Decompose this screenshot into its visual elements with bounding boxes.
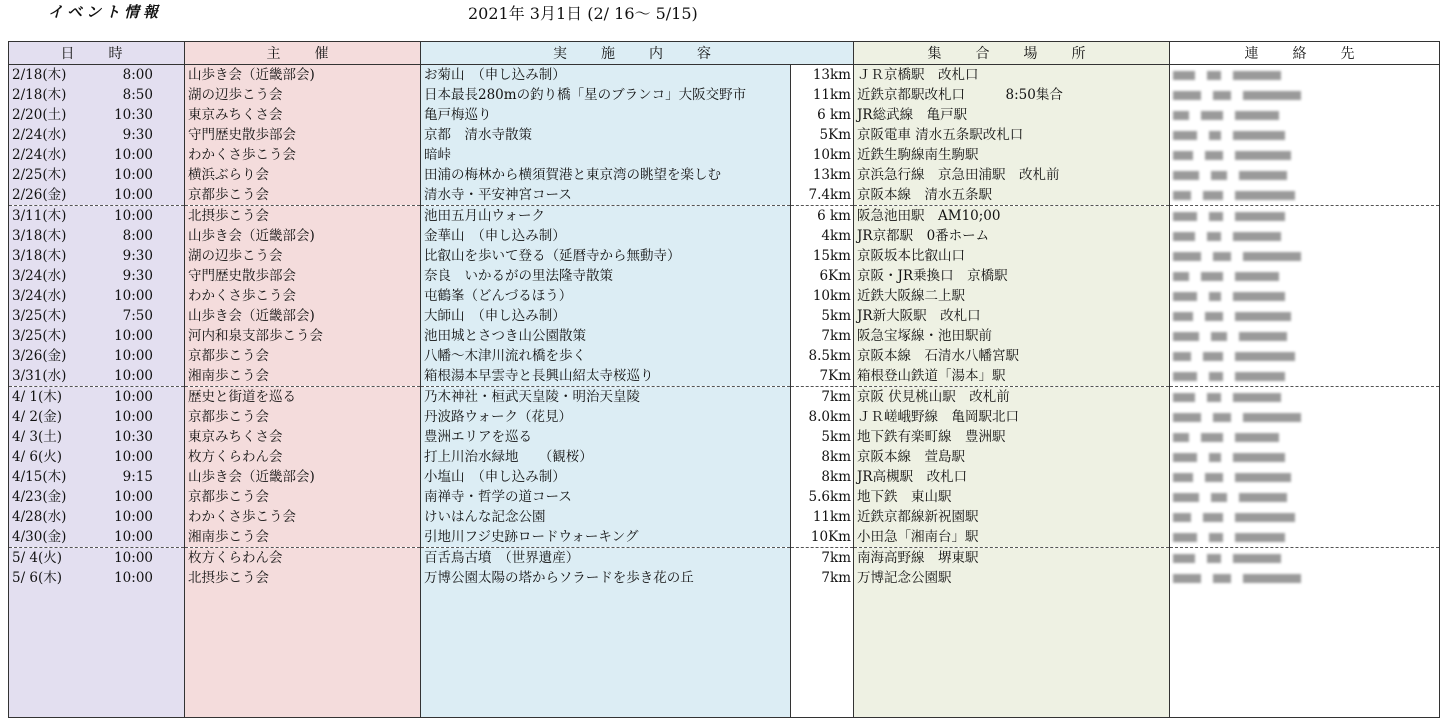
event-contact-redacted	[1170, 366, 1440, 387]
event-contact-redacted	[1170, 427, 1440, 447]
event-date: 2/24(水)	[12, 147, 67, 163]
event-distance: 10km	[791, 286, 854, 306]
event-organizer: 河内和泉支部歩こう会	[185, 326, 421, 346]
event-activity: 清水寺・平安神宮コース	[421, 185, 791, 206]
event-meeting-place: 京阪 伏見桃山駅 改札前	[854, 387, 1170, 408]
event-date-cell	[9, 105, 185, 125]
event-activity: 池田五月山ウォーク	[421, 206, 791, 227]
event-time: 8:50	[122, 87, 153, 103]
redacted-contact	[1173, 507, 1436, 527]
event-meeting-place: 近鉄京都線新祝園駅	[854, 507, 1170, 527]
event-date: 3/25(木)	[12, 328, 67, 344]
table-row	[9, 226, 1440, 246]
event-date-cell	[9, 507, 185, 527]
event-time: 10:00	[114, 449, 153, 465]
event-date: 4/ 3(土)	[12, 429, 63, 445]
event-activity: 金華山 （申し込み制）	[421, 226, 791, 246]
event-contact-redacted	[1170, 145, 1440, 165]
table-row	[9, 266, 1440, 286]
event-organizer: 東京みちくさ会	[185, 105, 421, 125]
event-activity: 田浦の梅林から横須賀港と東京湾の眺望を楽しむ	[421, 165, 791, 185]
event-contact-redacted	[1170, 266, 1440, 286]
event-date-cell	[9, 366, 185, 387]
table-row	[9, 246, 1440, 266]
event-date-cell	[9, 568, 185, 588]
redacted-contact	[1173, 266, 1436, 286]
redacted-contact	[1173, 246, 1436, 266]
event-time: 7:50	[122, 308, 153, 324]
empty-cell	[185, 588, 421, 718]
event-contact-redacted	[1170, 65, 1440, 86]
event-contact-redacted	[1170, 206, 1440, 227]
event-organizer: 山歩き会（近畿部会)	[185, 467, 421, 487]
event-date-cell	[9, 85, 185, 105]
event-contact-redacted	[1170, 326, 1440, 346]
table-row	[9, 487, 1440, 507]
event-date: 2/20(土)	[12, 107, 67, 123]
event-time: 10:00	[114, 570, 153, 586]
table-row	[9, 65, 1440, 86]
redacted-contact	[1173, 65, 1436, 85]
table-row	[9, 427, 1440, 447]
event-date-cell	[9, 306, 185, 326]
event-organizer: 北摂歩こう会	[185, 568, 421, 588]
event-contact-redacted	[1170, 527, 1440, 548]
event-date-cell	[9, 185, 185, 206]
event-organizer: 山歩き会（近畿部会)	[185, 226, 421, 246]
event-contact-redacted	[1170, 165, 1440, 185]
event-activity: 屯鶴峯（どんづるほう）	[421, 286, 791, 306]
event-organizer: 京都歩こう会	[185, 185, 421, 206]
event-distance: 7km	[791, 387, 854, 408]
event-date: 3/25(木)	[12, 308, 67, 324]
event-time: 8:00	[122, 67, 153, 83]
redacted-contact	[1173, 387, 1436, 407]
table-row	[9, 165, 1440, 185]
event-rows	[9, 65, 1440, 718]
event-organizer: 守門歴史散歩部会	[185, 125, 421, 145]
event-contact-redacted	[1170, 185, 1440, 206]
table-row	[9, 125, 1440, 145]
event-meeting-place: 京浜急行線 京急田浦駅 改札前	[854, 165, 1170, 185]
event-time: 8:00	[122, 228, 153, 244]
event-distance: 11km	[791, 85, 854, 105]
redacted-contact	[1173, 527, 1436, 547]
event-date: 3/24(水)	[12, 268, 67, 284]
redacted-contact	[1173, 548, 1436, 568]
redacted-contact	[1173, 447, 1436, 467]
event-date-cell	[9, 206, 185, 227]
event-distance: 7Km	[791, 366, 854, 387]
event-time: 10:00	[114, 489, 153, 505]
table-row	[9, 527, 1440, 548]
event-organizer: わかくさ歩こう会	[185, 286, 421, 306]
event-meeting-place: 小田急「湘南台」駅	[854, 527, 1170, 548]
event-date: 2/18(木)	[12, 87, 67, 103]
event-meeting-place: 箱根登山鉄道「湯本」駅	[854, 366, 1170, 387]
event-distance: 8.0km	[791, 407, 854, 427]
event-contact-redacted	[1170, 387, 1440, 408]
col-header-meeting-place: 集 合 場 所	[854, 42, 1170, 65]
event-date: 3/11(木)	[12, 208, 67, 224]
event-activity: 奈良 いかるがの里法隆寺散策	[421, 266, 791, 286]
event-date: 5/ 6(木)	[12, 570, 63, 586]
event-contact-redacted	[1170, 306, 1440, 326]
event-meeting-place: JR総武線 亀戸駅	[854, 105, 1170, 125]
empty-cell	[1170, 588, 1440, 718]
event-time: 10:00	[114, 147, 153, 163]
event-distance: 6 km	[791, 105, 854, 125]
event-organizer: 北摂歩こう会	[185, 206, 421, 227]
event-distance: 13km	[791, 65, 854, 86]
event-meeting-place: JR高槻駅 改札口	[854, 467, 1170, 487]
event-time: 10:00	[114, 368, 153, 384]
event-meeting-place: 京阪坂本比叡山口	[854, 246, 1170, 266]
event-date: 2/25(木)	[12, 167, 67, 183]
table-row	[9, 447, 1440, 467]
event-date: 4/15(木)	[12, 469, 67, 485]
event-activity: 京都 清水寺散策	[421, 125, 791, 145]
event-date-cell	[9, 125, 185, 145]
event-date-cell	[9, 165, 185, 185]
event-organizer: 枚方くらわん会	[185, 447, 421, 467]
table-filler-row	[9, 588, 1440, 718]
table-row	[9, 145, 1440, 165]
event-activity: 大師山 （申し込み制）	[421, 306, 791, 326]
event-organizer: 京都歩こう会	[185, 346, 421, 366]
event-activity: 豊洲エリアを巡る	[421, 427, 791, 447]
event-date-cell	[9, 65, 185, 86]
redacted-contact	[1173, 165, 1436, 185]
table-row	[9, 306, 1440, 326]
event-date-cell	[9, 286, 185, 306]
event-contact-redacted	[1170, 85, 1440, 105]
event-contact-redacted	[1170, 226, 1440, 246]
event-contact-redacted	[1170, 407, 1440, 427]
event-date-cell	[9, 226, 185, 246]
event-organizer: 湘南歩こう会	[185, 527, 421, 548]
event-activity: 比叡山を歩いて登る（延暦寺から無動寺）	[421, 246, 791, 266]
event-meeting-place: 近鉄大阪線二上駅	[854, 286, 1170, 306]
event-organizer: わかくさ歩こう会	[185, 145, 421, 165]
redacted-contact	[1173, 286, 1436, 306]
event-activity: 暗峠	[421, 145, 791, 165]
redacted-contact	[1173, 206, 1436, 226]
redacted-contact	[1173, 366, 1436, 386]
event-distance: 7km	[791, 568, 854, 588]
event-activity: 打上川治水緑地 （観桜）	[421, 447, 791, 467]
table-row	[9, 346, 1440, 366]
col-header-contact: 連 絡 先	[1170, 42, 1440, 65]
event-time: 10:00	[114, 529, 153, 545]
event-date: 4/23(金)	[12, 489, 67, 505]
event-date-cell	[9, 387, 185, 408]
event-date-cell	[9, 246, 185, 266]
event-date: 3/24(水)	[12, 288, 67, 304]
event-date: 3/26(金)	[12, 348, 67, 364]
event-date-cell	[9, 467, 185, 487]
table-row	[9, 366, 1440, 387]
table-row	[9, 387, 1440, 408]
event-activity: 亀戸梅巡り	[421, 105, 791, 125]
event-distance: 8km	[791, 447, 854, 467]
empty-cell	[9, 588, 185, 718]
event-date: 4/30(金)	[12, 529, 67, 545]
event-contact-redacted	[1170, 568, 1440, 588]
event-activity: 丹波路ウォーク（花見）	[421, 407, 791, 427]
event-meeting-place: ＪＲ嵯峨野線 亀岡駅北口	[854, 407, 1170, 427]
event-distance: 10Km	[791, 527, 854, 548]
redacted-contact	[1173, 427, 1436, 447]
event-activity: 箱根湯本早雲寺と長興山紹太寺桜巡り	[421, 366, 791, 387]
event-time: 10:30	[114, 107, 153, 123]
event-contact-redacted	[1170, 548, 1440, 569]
event-distance: 5km	[791, 427, 854, 447]
event-activity: 引地川フジ史跡ロードウォーキング	[421, 527, 791, 548]
event-activity: 八幡～木津川流れ橋を歩く	[421, 346, 791, 366]
event-organizer: 枚方くらわん会	[185, 548, 421, 569]
event-date-cell	[9, 548, 185, 569]
event-date: 3/31(水)	[12, 368, 67, 384]
event-date-cell	[9, 346, 185, 366]
event-organizer: わかくさ歩こう会	[185, 507, 421, 527]
event-date: 2/24(水)	[12, 127, 67, 143]
redacted-contact	[1173, 487, 1436, 507]
event-meeting-place: 京阪本線 石清水八幡宮駅	[854, 346, 1170, 366]
event-meeting-place: 南海高野線 堺東駅	[854, 548, 1170, 569]
table-row	[9, 507, 1440, 527]
event-time: 10:00	[114, 208, 153, 224]
event-contact-redacted	[1170, 447, 1440, 467]
table-header-row	[9, 42, 1440, 65]
event-date: 4/28(水)	[12, 509, 67, 525]
event-distance: 7.4km	[791, 185, 854, 206]
event-activity: 万博公園太陽の塔からソラードを歩き花の丘	[421, 568, 791, 588]
event-date: 4/ 1(木)	[12, 389, 63, 405]
event-distance: 4km	[791, 226, 854, 246]
redacted-contact	[1173, 145, 1436, 165]
col-header-activity: 実 施 内 容	[421, 42, 854, 65]
event-distance: 15km	[791, 246, 854, 266]
event-contact-redacted	[1170, 507, 1440, 527]
table-row	[9, 206, 1440, 227]
redacted-contact	[1173, 185, 1436, 205]
event-distance: 5km	[791, 306, 854, 326]
event-time: 10:00	[114, 187, 153, 203]
event-activity: 南禅寺・哲学の道コース	[421, 487, 791, 507]
event-time: 10:00	[114, 348, 153, 364]
page-title: イベント情報	[48, 3, 163, 21]
event-organizer: 京都歩こう会	[185, 407, 421, 427]
table-row	[9, 568, 1440, 588]
event-organizer: 東京みちくさ会	[185, 427, 421, 447]
event-meeting-place: JR新大阪駅 改札口	[854, 306, 1170, 326]
event-time: 10:00	[114, 328, 153, 344]
event-distance: 5.6km	[791, 487, 854, 507]
event-activity: 小塩山 （申し込み制）	[421, 467, 791, 487]
event-distance: 10km	[791, 145, 854, 165]
event-meeting-place: 阪急宝塚線・池田駅前	[854, 326, 1170, 346]
event-organizer: 湖の辺歩こう会	[185, 85, 421, 105]
event-distance: 8.5km	[791, 346, 854, 366]
redacted-contact	[1173, 105, 1436, 125]
event-date: 2/26(金)	[12, 187, 67, 203]
event-distance: 11km	[791, 507, 854, 527]
event-activity: お菊山 （申し込み制）	[421, 65, 791, 86]
event-time: 9:30	[122, 127, 153, 143]
event-date-cell	[9, 487, 185, 507]
event-activity: 日本最長280mの釣り橋「星のブランコ」大阪交野市	[421, 85, 791, 105]
event-meeting-place: 地下鉄有楽町線 豊洲駅	[854, 427, 1170, 447]
event-time: 9:30	[122, 268, 153, 284]
event-date-cell	[9, 145, 185, 165]
event-distance: 5Km	[791, 125, 854, 145]
event-organizer: 湖の辺歩こう会	[185, 246, 421, 266]
redacted-contact	[1173, 568, 1436, 588]
table-row	[9, 286, 1440, 306]
event-date: 2/18(木)	[12, 67, 67, 83]
event-date: 5/ 4(火)	[12, 550, 63, 566]
event-meeting-place: 京阪電車 清水五条駅改札口	[854, 125, 1170, 145]
event-date: 3/18(木)	[12, 248, 67, 264]
event-meeting-place: JR京都駅 0番ホーム	[854, 226, 1170, 246]
event-date: 4/ 2(金)	[12, 409, 63, 425]
event-activity: 池田城とさつき山公園散策	[421, 326, 791, 346]
event-meeting-place: 近鉄京都駅改札口 8:50集合	[854, 85, 1170, 105]
event-contact-redacted	[1170, 246, 1440, 266]
redacted-contact	[1173, 407, 1436, 427]
table-row	[9, 185, 1440, 206]
table-row	[9, 105, 1440, 125]
event-time: 10:00	[114, 550, 153, 566]
event-organizer: 横浜ぶらり会	[185, 165, 421, 185]
event-date-cell	[9, 527, 185, 548]
empty-cell	[791, 588, 854, 718]
event-distance: 8km	[791, 467, 854, 487]
event-organizer: 湘南歩こう会	[185, 366, 421, 387]
event-time: 10:00	[114, 288, 153, 304]
event-time: 10:30	[114, 429, 153, 445]
event-distance: 6 km	[791, 206, 854, 227]
col-header-organizer: 主 催	[185, 42, 421, 65]
redacted-contact	[1173, 125, 1436, 145]
event-date-cell	[9, 407, 185, 427]
event-meeting-place: 近鉄生駒線南生駒駅	[854, 145, 1170, 165]
event-organizer: 山歩き会（近畿部会)	[185, 65, 421, 86]
col-header-date: 日 時	[9, 42, 185, 65]
redacted-contact	[1173, 306, 1436, 326]
event-organizer: 山歩き会（近畿部会)	[185, 306, 421, 326]
event-date-cell	[9, 447, 185, 467]
redacted-contact	[1173, 85, 1436, 105]
table-row	[9, 548, 1440, 569]
event-time: 9:30	[122, 248, 153, 264]
event-meeting-place: ＪＲ京橋駅 改札口	[854, 65, 1170, 86]
event-table	[8, 41, 1440, 718]
event-distance: 7km	[791, 548, 854, 569]
event-contact-redacted	[1170, 125, 1440, 145]
event-date-cell	[9, 266, 185, 286]
event-date: 3/18(木)	[12, 228, 67, 244]
date-range: 2021年 3月1日 (2/ 16～ 5/15)	[468, 4, 698, 23]
event-organizer: 歴史と街道を巡る	[185, 387, 421, 408]
event-time: 10:00	[114, 509, 153, 525]
event-date: 4/ 6(火)	[12, 449, 63, 465]
table-row	[9, 326, 1440, 346]
event-date-cell	[9, 427, 185, 447]
event-meeting-place: 万博記念公園駅	[854, 568, 1170, 588]
event-contact-redacted	[1170, 467, 1440, 487]
event-date-cell	[9, 326, 185, 346]
event-meeting-place: 阪急池田駅 AM10;00	[854, 206, 1170, 227]
event-time: 10:00	[114, 167, 153, 183]
event-contact-redacted	[1170, 286, 1440, 306]
table-row	[9, 85, 1440, 105]
event-distance: 6Km	[791, 266, 854, 286]
event-activity: 百舌鳥古墳 （世界遺産）	[421, 548, 791, 569]
event-meeting-place: 京阪本線 萱島駅	[854, 447, 1170, 467]
event-activity: けいはんな記念公園	[421, 507, 791, 527]
event-organizer: 京都歩こう会	[185, 487, 421, 507]
event-contact-redacted	[1170, 346, 1440, 366]
event-meeting-place: 地下鉄 東山駅	[854, 487, 1170, 507]
table-row	[9, 467, 1440, 487]
redacted-contact	[1173, 346, 1436, 366]
event-time: 9:15	[122, 469, 153, 485]
event-meeting-place: 京阪・JR乗換口 京橋駅	[854, 266, 1170, 286]
table-row	[9, 407, 1440, 427]
empty-cell	[854, 588, 1170, 718]
empty-cell	[421, 588, 791, 718]
event-activity: 乃木神社・桓武天皇陵・明治天皇陵	[421, 387, 791, 408]
event-time: 10:00	[114, 389, 153, 405]
event-time: 10:00	[114, 409, 153, 425]
event-distance: 13km	[791, 165, 854, 185]
redacted-contact	[1173, 226, 1436, 246]
event-contact-redacted	[1170, 105, 1440, 125]
redacted-contact	[1173, 326, 1436, 346]
event-organizer: 守門歴史散歩部会	[185, 266, 421, 286]
event-contact-redacted	[1170, 487, 1440, 507]
event-distance: 7km	[791, 326, 854, 346]
event-meeting-place: 京阪本線 清水五条駅	[854, 185, 1170, 206]
redacted-contact	[1173, 467, 1436, 487]
